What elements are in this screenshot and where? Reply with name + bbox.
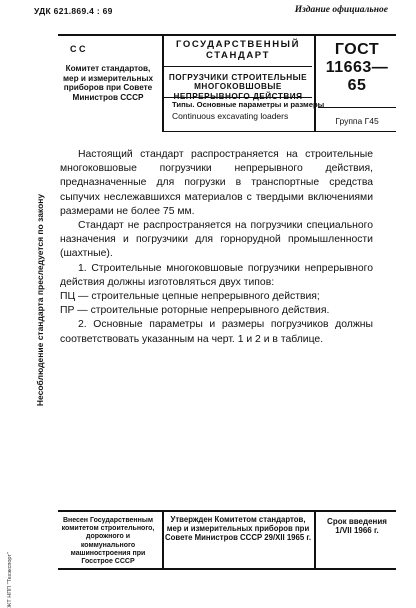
body-paragraph-scope: Настоящий стандарт распространяется на строительные многоковшовые погрузчики непрерывного действия, предназначенные для погрузки в транспортные средства сыпучих неслежавшихся материалов с твердыми включениями размерами не более 75 мм. (60, 149, 373, 217)
udk-code: УДК 621.869.4 : 69 (34, 6, 113, 16)
footer-bottom-rule (58, 568, 396, 570)
committee-name: Комитет стандартов, мер и измерительных приборов при Совете Министров СССР (62, 64, 154, 102)
body-type-pc: ПЦ — строительные цепные непрерывного действия; (60, 291, 320, 303)
effective-date: Срок введения 1/VII 1966 г. (327, 517, 387, 536)
body-paragraph-exclusions: Стандарт не распространяется на погрузчики специального назначения и погрузчики для горнорудной промышленности (шахтные). (60, 220, 373, 260)
legal-side-note: Несоблюдение стандарта преследуется по закону (35, 193, 45, 407)
header-bottom-rule (164, 131, 396, 132)
english-title: Continuous excavating loaders (172, 111, 289, 121)
group-code: Группа Г45 (335, 116, 379, 126)
header-top-rule (58, 34, 396, 36)
standard-body (60, 148, 373, 347)
body-type-pr: ПР — строительные роторные непрерывного действия. (60, 305, 330, 317)
approved-by: Утвержден Комитетом стандартов, мер и измерительных приборов при Совете Министров СССР 29/XII 1965 г. (164, 515, 311, 542)
ss-emblem-label: С С (70, 44, 86, 54)
gost-number: ГОСТ 11663—65 (325, 41, 389, 94)
header-right-rule (318, 107, 396, 108)
edition-label: Издание официальное (294, 5, 388, 15)
body-paragraph-parameters: 2. Основные параметры и размеры погрузчиков должны соответствовать указанным на черт. 1 и 2 и в таблице. (60, 319, 373, 345)
publisher-stamp: ЖТ НПП "Техэкспорт" (7, 552, 13, 608)
header-divider-right (314, 34, 316, 132)
footer-divider-right (314, 510, 316, 569)
state-standard-heading: ГОСУДАРСТВЕННЫЙ СТАНДАРТ (175, 39, 300, 61)
introduced-by: Внесен Государственным комитетом строительного, дорожного и коммунального машиностроения при Госстрое СССР (61, 517, 155, 566)
standard-subtitle: Типы. Основные параметры и размеры (172, 100, 325, 109)
footer-top-rule (58, 510, 396, 512)
standard-title: ПОГРУЗЧИКИ СТРОИТЕЛЬНЫЕ МНОГОКОВШОВЫЕ НЕПРЕРЫВНОГО ДЕЙСТВИЯ (168, 73, 308, 101)
header-center-rule-1 (164, 66, 312, 67)
body-paragraph-types-intro: 1. Строительные многоковшовые погрузчики непрерывного действия должны изготовляться двух типов: (60, 262, 373, 288)
